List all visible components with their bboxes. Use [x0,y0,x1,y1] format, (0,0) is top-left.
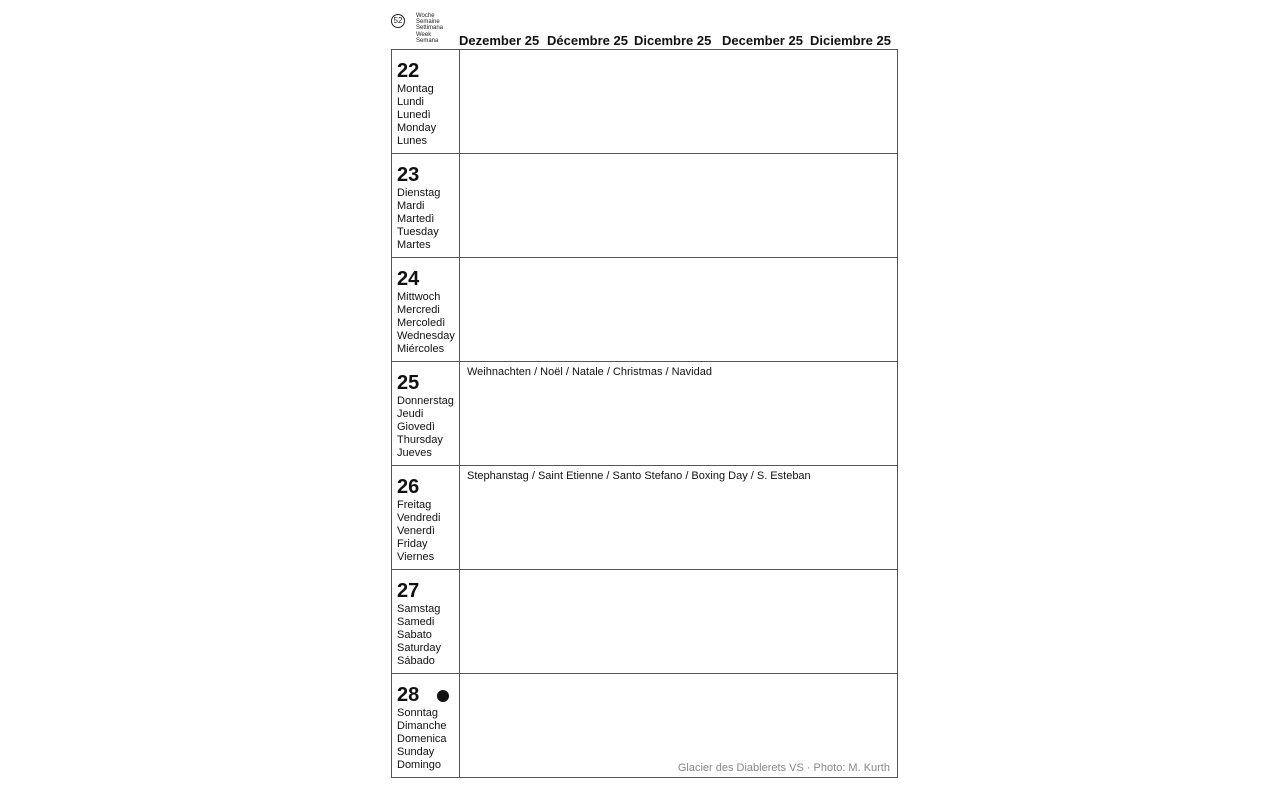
day-row[interactable] [392,258,897,362]
month-label-fr: Décembre 25 [547,33,628,48]
day-label-cell [392,466,460,569]
day-name: Mercredi [397,304,440,316]
day-name: Dimanche [397,720,447,732]
day-name: Vendredi [397,512,441,524]
day-label-cell [392,362,460,465]
day-name: Freitag [397,499,432,511]
photo-credit: Glacier des Diablerets VS · Photo: M. Kurth [677,762,890,774]
day-name: Donnerstag [397,395,454,407]
day-name: Domenica [397,733,447,745]
week-number-badge: 52 [391,14,405,28]
day-name: Friday [397,538,428,550]
day-name: Miércoles [397,343,445,355]
day-label-cell [392,50,460,153]
day-names [397,499,440,564]
holiday-note: Weihnachten / Noël / Natale / Christmas / Navidad [467,366,712,378]
day-number: 26 [397,476,420,498]
day-name: Venerdì [397,525,435,537]
day-name: Samstag [397,603,441,615]
day-name: Dienstag [397,187,441,199]
day-name: Monday [397,122,437,134]
day-name: Mercoledì [397,317,446,329]
month-label-en: December 25 [722,33,803,48]
week-label: Semana [416,37,439,44]
day-row[interactable] [392,674,897,778]
day-name: Domingo [397,759,442,771]
month-label-de: Dezember 25 [459,33,540,48]
week-label: Woche [416,13,435,19]
week-label: Semaine [416,19,440,26]
day-row[interactable] [392,154,897,258]
day-name: Sábado [397,655,435,667]
day-row[interactable] [392,466,897,570]
day-name: Samedi [397,616,435,628]
day-name: Viernes [397,551,435,563]
planner-page [391,12,898,778]
day-name: Saturday [397,642,442,654]
day-name: Giovedì [397,421,435,433]
day-name: Lunedì [397,109,431,121]
day-label-cell [392,570,460,673]
month-label-it: Dicembre 25 [634,33,712,48]
day-number: 25 [397,372,420,394]
day-label-cell [392,154,460,257]
day-name: Martedì [397,213,435,225]
day-name: Martes [397,239,431,251]
day-name: Lunes [397,135,427,147]
day-names [397,707,447,772]
week-grid [391,49,898,778]
week-label: Settimana [416,25,444,32]
full-moon-icon [437,690,449,702]
week-label: Week [416,31,432,38]
day-row[interactable] [392,50,897,154]
day-number: 24 [397,268,420,290]
month-label-es: Diciembre 25 [810,33,891,48]
day-name: Wednesday [397,330,455,342]
day-number: 27 [397,580,420,602]
day-names [397,603,441,668]
day-row[interactable] [392,362,897,466]
day-label-cell [392,674,460,778]
day-name: Sonntag [397,707,438,719]
day-name: Lundi [397,96,424,108]
day-names [397,395,454,460]
day-name: Sabato [397,629,432,641]
day-name: Montag [397,83,434,95]
holiday-note: Stephanstag / Saint Etienne / Santo Stefano / Boxing Day / S. Esteban [467,470,811,482]
day-names [397,291,455,356]
day-names [397,83,436,148]
day-name: Sunday [397,746,435,758]
day-name: Jueves [397,447,432,459]
day-name: Mittwoch [397,291,441,303]
day-names [397,187,440,252]
day-name: Thursday [397,434,443,446]
day-name: Tuesday [397,226,439,238]
day-number: 23 [397,164,420,186]
day-name: Jeudi [397,408,424,420]
day-row[interactable] [392,570,897,674]
week-label-stack [416,13,443,44]
day-number: 22 [397,60,420,82]
day-label-cell [392,258,460,361]
day-name: Mardi [397,200,425,212]
day-number: 28 [397,684,420,706]
